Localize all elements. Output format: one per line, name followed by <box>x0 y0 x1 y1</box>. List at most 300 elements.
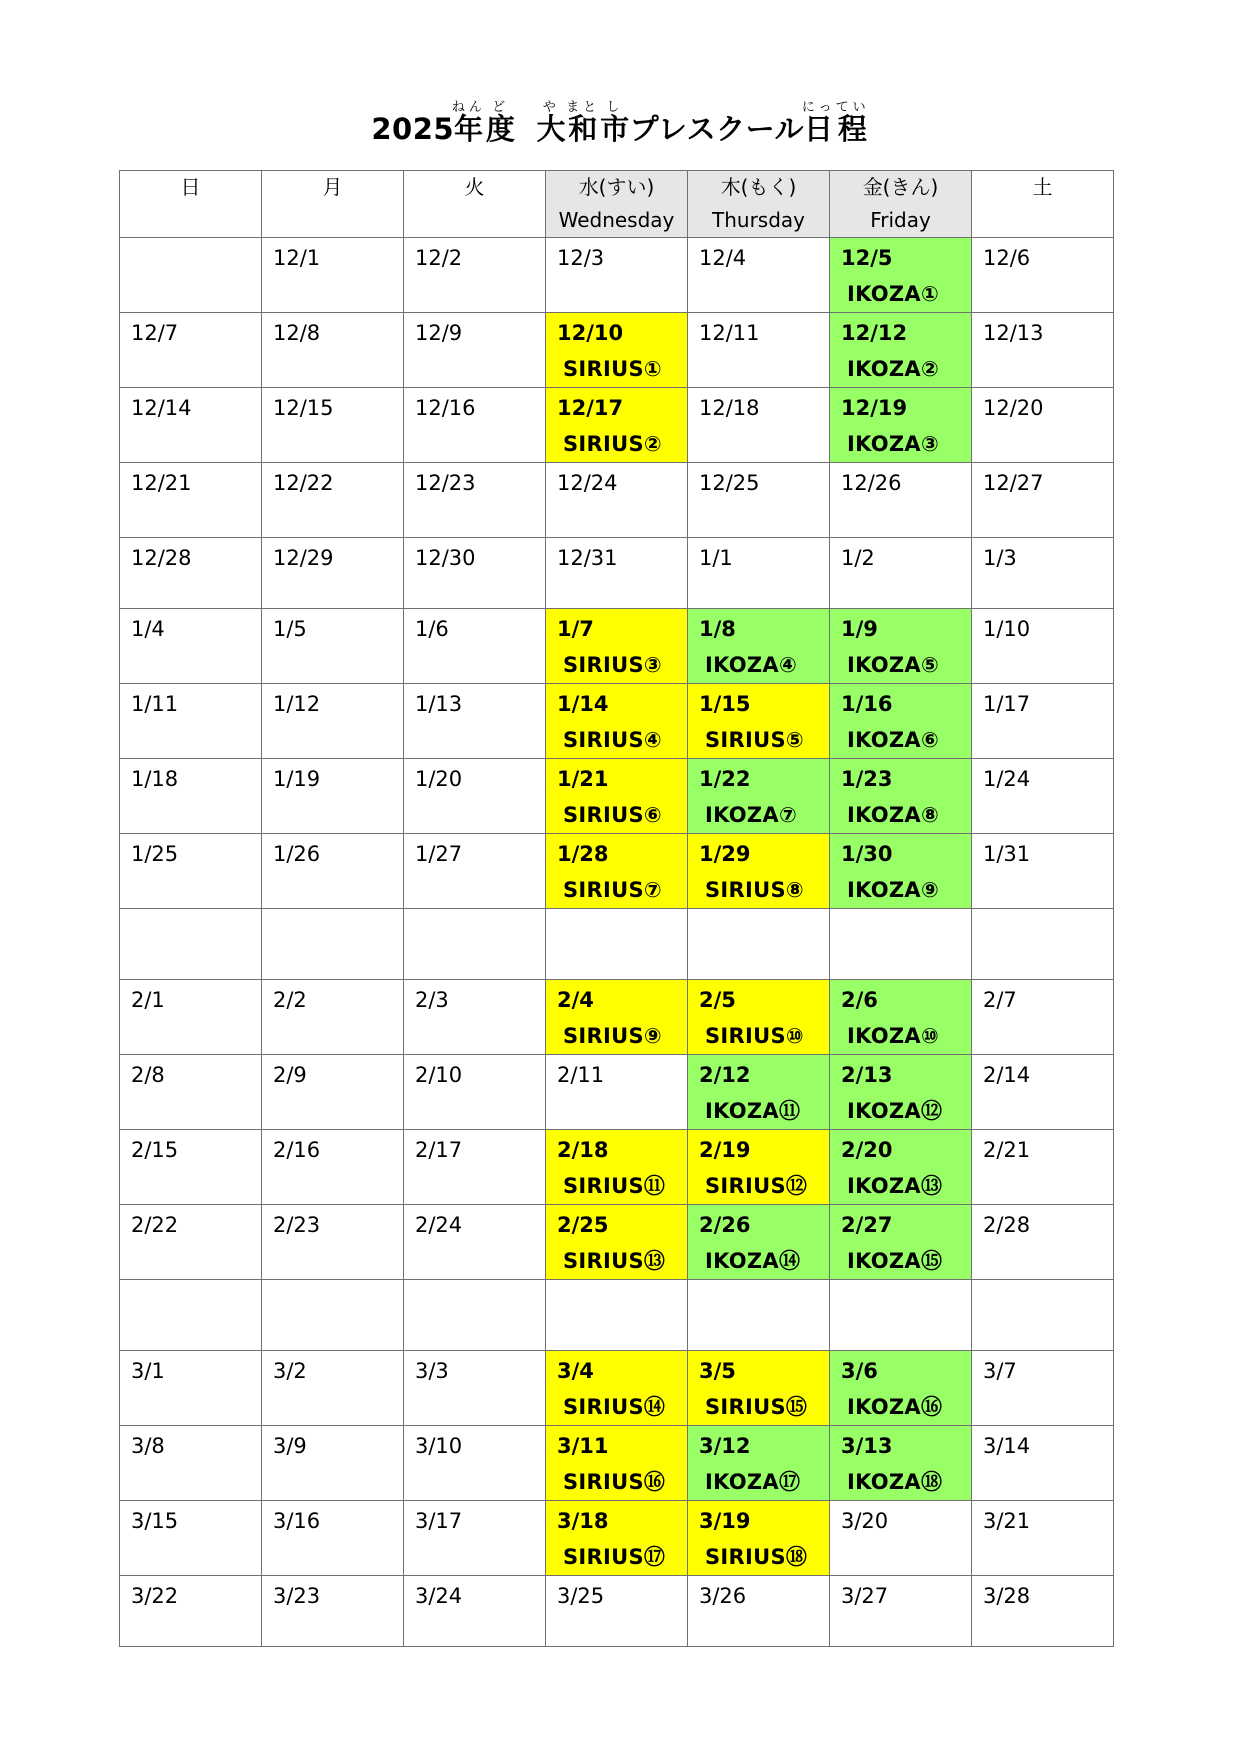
title-char: 大 <box>536 112 567 146</box>
event-cell <box>546 1351 688 1426</box>
day-cell <box>404 609 546 684</box>
week-row <box>120 1576 1114 1647</box>
date-label: 1/14 <box>557 692 609 716</box>
title-year: 2025 <box>371 112 455 146</box>
date-label: 12/11 <box>699 321 760 345</box>
day-cell <box>404 834 546 909</box>
event-cell <box>546 1130 688 1205</box>
date-label <box>546 909 687 917</box>
date-label: 12/13 <box>983 321 1044 345</box>
date-label: 1/19 <box>273 767 321 791</box>
day-cell <box>404 1280 546 1351</box>
date-label: 12/4 <box>699 246 747 270</box>
sirius-session-label: SIRIUS⑯ <box>563 1470 666 1494</box>
event-cell <box>688 1130 830 1205</box>
date-label: 3/23 <box>273 1584 321 1608</box>
date-label: 1/7 <box>557 617 594 641</box>
sirius-session-label: SIRIUS⑥ <box>563 803 662 827</box>
title-reading: ど <box>485 100 516 115</box>
day-cell <box>830 1280 972 1351</box>
date-label <box>688 1280 829 1288</box>
week-row <box>120 684 1114 759</box>
ikoza-session-label: IKOZA⑱ <box>847 1470 943 1494</box>
week-row <box>120 1055 1114 1130</box>
day-cell <box>972 909 1114 980</box>
week-row <box>120 1130 1114 1205</box>
title-reading: ねん <box>451 100 486 115</box>
ikoza-session-label: IKOZA⑦ <box>705 803 798 827</box>
date-label <box>404 909 545 917</box>
day-cell <box>830 463 972 538</box>
title-ruby-yamatoshi <box>536 100 630 146</box>
day-cell <box>830 1576 972 1647</box>
sirius-session-label: SIRIUS⑱ <box>705 1545 808 1569</box>
week-row <box>120 1351 1114 1426</box>
day-cell <box>262 759 404 834</box>
date-label <box>830 1280 971 1288</box>
date-label <box>120 1280 261 1288</box>
day-cell <box>262 463 404 538</box>
header-jp: 土 <box>1032 175 1053 199</box>
day-cell <box>972 684 1114 759</box>
event-cell <box>688 684 830 759</box>
date-label: 12/20 <box>983 396 1044 420</box>
day-cell <box>262 609 404 684</box>
week-row <box>120 1280 1114 1351</box>
day-cell <box>262 313 404 388</box>
day-cell <box>262 834 404 909</box>
date-label <box>120 909 261 917</box>
date-label <box>830 909 971 917</box>
title-char: 年 <box>451 112 486 146</box>
event-cell <box>546 313 688 388</box>
date-label <box>972 1280 1113 1288</box>
date-label: 2/19 <box>699 1138 751 1162</box>
date-label: 12/30 <box>415 546 476 570</box>
event-cell <box>546 1205 688 1280</box>
sirius-session-label: SIRIUS⑨ <box>563 1024 662 1048</box>
header-jp: 木(もく) <box>720 175 797 199</box>
header-jp: 火 <box>464 175 485 199</box>
date-label: 12/3 <box>557 246 605 270</box>
day-cell <box>404 238 546 313</box>
day-cell <box>972 1055 1114 1130</box>
title-char: 市 <box>600 112 630 146</box>
day-cell <box>404 980 546 1055</box>
date-label: 12/9 <box>415 321 463 345</box>
day-cell <box>120 909 262 980</box>
day-cell <box>688 538 830 609</box>
event-cell <box>830 834 972 909</box>
header-tuesday <box>404 171 546 238</box>
date-label: 1/18 <box>131 767 179 791</box>
event-cell <box>688 1205 830 1280</box>
day-cell <box>262 388 404 463</box>
day-cell <box>120 538 262 609</box>
calendar-body <box>120 238 1114 1647</box>
week-row <box>120 1501 1114 1576</box>
event-cell <box>688 1501 830 1576</box>
date-label: 2/17 <box>415 1138 463 1162</box>
date-label: 2/15 <box>131 1138 179 1162</box>
date-label: 3/17 <box>415 1509 463 1533</box>
ikoza-session-label: IKOZA⑭ <box>705 1249 801 1273</box>
date-label: 1/12 <box>273 692 321 716</box>
date-label: 3/2 <box>273 1359 307 1383</box>
day-cell <box>262 1205 404 1280</box>
date-label: 12/21 <box>131 471 192 495</box>
header-jp: 月 <box>322 175 343 199</box>
day-cell <box>120 834 262 909</box>
title-ruby-nendo <box>451 100 516 146</box>
day-cell <box>688 909 830 980</box>
day-cell <box>404 1426 546 1501</box>
day-cell <box>262 1280 404 1351</box>
day-cell <box>688 238 830 313</box>
date-label: 1/28 <box>557 842 609 866</box>
day-cell <box>972 1205 1114 1280</box>
event-cell <box>688 759 830 834</box>
event-cell <box>830 759 972 834</box>
date-label: 3/16 <box>273 1509 321 1533</box>
date-label: 12/5 <box>841 246 893 270</box>
date-label: 3/10 <box>415 1434 463 1458</box>
sirius-session-label: SIRIUS⑮ <box>705 1395 808 1419</box>
day-cell <box>262 1055 404 1130</box>
event-cell <box>830 1205 972 1280</box>
title-char: 度 <box>485 112 516 146</box>
date-label: 2/6 <box>841 988 878 1012</box>
day-cell <box>546 1576 688 1647</box>
day-cell <box>972 388 1114 463</box>
day-cell <box>262 238 404 313</box>
date-label: 3/3 <box>415 1359 449 1383</box>
date-label: 2/3 <box>415 988 449 1012</box>
day-cell <box>404 1130 546 1205</box>
date-label: 1/3 <box>983 546 1017 570</box>
date-label: 2/23 <box>273 1213 321 1237</box>
ikoza-session-label: IKOZA⑧ <box>847 803 940 827</box>
date-label: 12/28 <box>131 546 192 570</box>
day-cell <box>972 238 1114 313</box>
date-label: 2/22 <box>131 1213 179 1237</box>
header-en: Friday <box>870 208 931 232</box>
sirius-session-label: SIRIUS⑫ <box>705 1174 808 1198</box>
day-cell <box>546 238 688 313</box>
day-cell <box>262 538 404 609</box>
title-reading <box>566 100 600 115</box>
date-label: 2/21 <box>983 1138 1031 1162</box>
date-label: 2/18 <box>557 1138 609 1162</box>
date-label: 1/20 <box>415 767 463 791</box>
ikoza-session-label: IKOZA① <box>847 282 940 306</box>
date-label: 1/21 <box>557 767 609 791</box>
week-row <box>120 834 1114 909</box>
week-row <box>120 909 1114 980</box>
date-label: 3/18 <box>557 1509 609 1533</box>
date-label: 3/4 <box>557 1359 594 1383</box>
date-label: 1/22 <box>699 767 751 791</box>
date-label: 1/16 <box>841 692 893 716</box>
ikoza-session-label: IKOZA② <box>847 357 940 381</box>
date-label: 1/24 <box>983 767 1031 791</box>
date-label: 12/18 <box>699 396 760 420</box>
day-cell <box>262 684 404 759</box>
date-label <box>262 1280 403 1288</box>
header-monday <box>262 171 404 238</box>
title-reading-part: と <box>583 100 601 115</box>
ikoza-session-label: IKOZA④ <box>705 653 798 677</box>
date-label: 1/29 <box>699 842 751 866</box>
ikoza-session-label: IKOZA⑮ <box>847 1249 943 1273</box>
date-label: 1/6 <box>415 617 449 641</box>
title-char: 和 <box>566 112 601 146</box>
day-cell <box>120 980 262 1055</box>
event-cell <box>830 388 972 463</box>
day-cell <box>120 609 262 684</box>
title-reading-part: ま <box>566 100 584 115</box>
day-cell <box>972 1280 1114 1351</box>
day-cell <box>830 1501 972 1576</box>
date-label: 12/14 <box>131 396 192 420</box>
ikoza-session-label: IKOZA⑪ <box>705 1099 801 1123</box>
title-container <box>0 100 1241 147</box>
day-cell <box>404 1501 546 1576</box>
date-label: 2/14 <box>983 1063 1031 1087</box>
ikoza-session-label: IKOZA⑫ <box>847 1099 943 1123</box>
event-cell <box>688 980 830 1055</box>
week-row <box>120 388 1114 463</box>
day-cell <box>120 238 262 313</box>
date-label: 2/8 <box>131 1063 165 1087</box>
event-cell <box>830 1055 972 1130</box>
week-row <box>120 463 1114 538</box>
sirius-session-label: SIRIUS⑭ <box>563 1395 666 1419</box>
event-cell <box>546 684 688 759</box>
date-label: 1/15 <box>699 692 751 716</box>
sirius-session-label: SIRIUS⑦ <box>563 878 662 902</box>
date-label: 2/10 <box>415 1063 463 1087</box>
day-cell <box>972 759 1114 834</box>
week-row <box>120 609 1114 684</box>
date-label: 1/10 <box>983 617 1031 641</box>
date-label <box>120 238 261 246</box>
event-cell <box>830 1351 972 1426</box>
title-ruby-nittei <box>801 100 870 146</box>
date-label: 3/14 <box>983 1434 1031 1458</box>
date-label: 12/23 <box>415 471 476 495</box>
date-label: 1/11 <box>131 692 179 716</box>
event-cell <box>830 684 972 759</box>
ikoza-session-label: IKOZA⑥ <box>847 728 940 752</box>
sirius-session-label: SIRIUS⑰ <box>563 1545 666 1569</box>
date-label: 12/29 <box>273 546 334 570</box>
day-cell <box>688 1280 830 1351</box>
date-label: 1/4 <box>131 617 165 641</box>
date-label: 2/16 <box>273 1138 321 1162</box>
date-label: 2/13 <box>841 1063 893 1087</box>
date-label <box>404 1280 545 1288</box>
date-label: 1/13 <box>415 692 463 716</box>
sirius-session-label: SIRIUS⑧ <box>705 878 804 902</box>
date-label: 3/15 <box>131 1509 179 1533</box>
day-cell <box>404 1055 546 1130</box>
date-label: 3/26 <box>699 1584 747 1608</box>
day-cell <box>546 463 688 538</box>
day-cell <box>262 909 404 980</box>
date-label: 1/23 <box>841 767 893 791</box>
day-cell <box>972 538 1114 609</box>
date-label: 12/1 <box>273 246 321 270</box>
day-cell <box>120 1280 262 1351</box>
title-reading: や <box>536 100 567 115</box>
event-cell <box>546 1501 688 1576</box>
sirius-session-label: SIRIUS② <box>563 432 662 456</box>
date-label: 3/9 <box>273 1434 307 1458</box>
title-char: 日 <box>801 112 836 146</box>
day-cell <box>404 1205 546 1280</box>
date-label: 3/7 <box>983 1359 1017 1383</box>
day-cell <box>120 1205 262 1280</box>
day-cell <box>972 1576 1114 1647</box>
day-cell <box>404 388 546 463</box>
date-label: 3/27 <box>841 1584 889 1608</box>
date-label: 1/31 <box>983 842 1031 866</box>
ikoza-session-label: IKOZA⑨ <box>847 878 940 902</box>
date-label: 2/24 <box>415 1213 463 1237</box>
day-cell <box>120 1576 262 1647</box>
day-cell <box>120 1426 262 1501</box>
day-cell <box>830 538 972 609</box>
date-label: 1/2 <box>841 546 875 570</box>
event-cell <box>546 834 688 909</box>
date-label: 2/25 <box>557 1213 609 1237</box>
event-cell <box>830 1426 972 1501</box>
date-label: 1/1 <box>699 546 733 570</box>
date-label: 2/11 <box>557 1063 605 1087</box>
day-cell <box>972 313 1114 388</box>
day-cell <box>262 1576 404 1647</box>
date-label <box>972 909 1113 917</box>
ikoza-session-label: IKOZA⑬ <box>847 1174 943 1198</box>
header-thursday <box>688 171 830 238</box>
day-cell <box>404 313 546 388</box>
date-label: 12/2 <box>415 246 463 270</box>
ikoza-session-label: IKOZA③ <box>847 432 940 456</box>
date-label: 1/30 <box>841 842 893 866</box>
title-char: 程 <box>835 112 870 146</box>
header-jp: 水(すい) <box>578 175 655 199</box>
day-cell <box>404 1576 546 1647</box>
date-label: 3/25 <box>557 1584 605 1608</box>
date-label: 2/5 <box>699 988 736 1012</box>
date-label: 1/27 <box>415 842 463 866</box>
date-label: 3/6 <box>841 1359 878 1383</box>
date-label: 2/26 <box>699 1213 751 1237</box>
header-friday <box>830 171 972 238</box>
header-saturday <box>972 171 1114 238</box>
title-middle: プレスクール <box>629 112 804 146</box>
day-cell <box>262 1426 404 1501</box>
date-label: 3/5 <box>699 1359 736 1383</box>
event-cell <box>546 759 688 834</box>
title-reading: し <box>600 100 630 115</box>
date-label: 3/24 <box>415 1584 463 1608</box>
date-label: 3/12 <box>699 1434 751 1458</box>
week-row <box>120 980 1114 1055</box>
date-label: 12/31 <box>557 546 618 570</box>
event-cell <box>546 1426 688 1501</box>
day-cell <box>972 1351 1114 1426</box>
event-cell <box>688 1426 830 1501</box>
event-cell <box>546 980 688 1055</box>
date-label: 2/28 <box>983 1213 1031 1237</box>
date-label: 3/13 <box>841 1434 893 1458</box>
date-label: 2/7 <box>983 988 1017 1012</box>
schedule-calendar <box>119 170 1114 1647</box>
event-cell <box>830 1130 972 1205</box>
day-cell <box>120 1055 262 1130</box>
title-reading: てい <box>835 100 870 115</box>
day-cell <box>546 1280 688 1351</box>
day-cell <box>688 388 830 463</box>
date-label: 12/7 <box>131 321 179 345</box>
day-cell <box>546 1055 688 1130</box>
day-cell <box>546 538 688 609</box>
date-label: 3/22 <box>131 1584 179 1608</box>
day-cell <box>972 1130 1114 1205</box>
date-label <box>262 909 403 917</box>
day-cell <box>404 1351 546 1426</box>
day-cell <box>262 1501 404 1576</box>
date-label: 12/15 <box>273 396 334 420</box>
header-wednesday <box>546 171 688 238</box>
event-cell <box>830 609 972 684</box>
date-label: 1/25 <box>131 842 179 866</box>
date-label: 12/10 <box>557 321 624 345</box>
title-reading: にっ <box>801 100 836 115</box>
date-label: 3/21 <box>983 1509 1031 1533</box>
date-label: 2/4 <box>557 988 594 1012</box>
week-row <box>120 759 1114 834</box>
date-label: 3/28 <box>983 1584 1031 1608</box>
day-cell <box>120 684 262 759</box>
page-title <box>371 100 869 147</box>
date-label: 12/22 <box>273 471 334 495</box>
week-row <box>120 538 1114 609</box>
date-label <box>688 909 829 917</box>
date-label: 12/6 <box>983 246 1031 270</box>
date-label: 12/25 <box>699 471 760 495</box>
day-cell <box>830 909 972 980</box>
sirius-session-label: SIRIUS⑬ <box>563 1249 666 1273</box>
header-en: Wednesday <box>558 208 675 232</box>
event-cell <box>688 834 830 909</box>
sirius-session-label: SIRIUS④ <box>563 728 662 752</box>
day-cell <box>688 313 830 388</box>
date-label: 12/12 <box>841 321 908 345</box>
day-cell <box>972 1501 1114 1576</box>
date-label: 3/20 <box>841 1509 889 1533</box>
day-cell <box>120 1501 262 1576</box>
day-cell <box>688 463 830 538</box>
day-cell <box>404 538 546 609</box>
header-jp: 日 <box>180 175 201 199</box>
header-sunday <box>120 171 262 238</box>
date-label: 12/19 <box>841 396 908 420</box>
ikoza-session-label: IKOZA⑩ <box>847 1024 940 1048</box>
day-cell <box>262 1130 404 1205</box>
